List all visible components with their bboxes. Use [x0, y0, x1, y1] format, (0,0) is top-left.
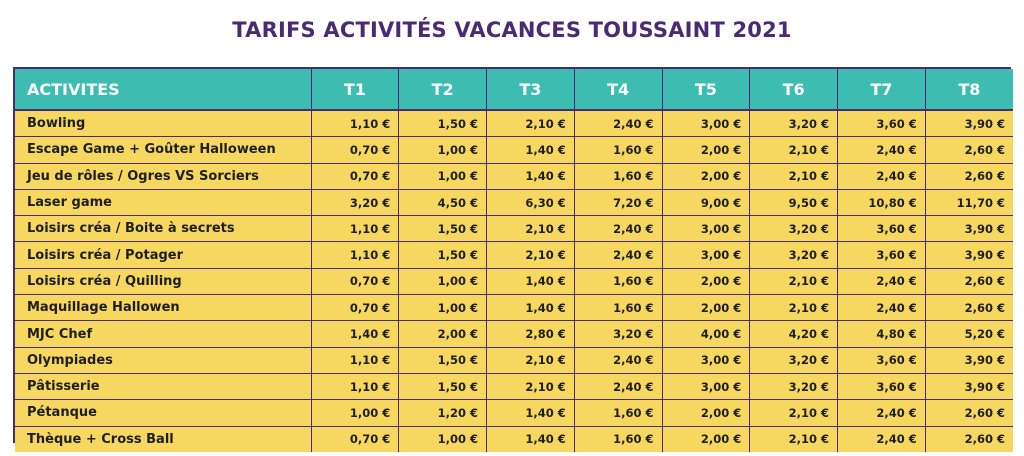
- price-cell-t1: 3,20 €: [311, 189, 399, 215]
- price-cell-t7: 3,60 €: [838, 216, 926, 242]
- price-cell-t1: 1,00 €: [311, 400, 399, 426]
- price-cell-t8: 5,20 €: [925, 321, 1013, 347]
- activity-name: Escape Game + Goûter Halloween: [15, 137, 311, 163]
- activity-name: Loisirs créa / Potager: [15, 242, 311, 268]
- price-cell-t3: 6,30 €: [487, 189, 575, 215]
- price-cell-t4: 1,60 €: [574, 295, 662, 321]
- table-row: [15, 110, 1013, 137]
- price-cell-t7: 10,80 €: [838, 189, 926, 215]
- price-cell-t6: 3,20 €: [750, 347, 838, 373]
- table-header: [15, 69, 1013, 110]
- price-cell-t3: 1,40 €: [487, 268, 575, 294]
- price-cell-t5: 2,00 €: [662, 400, 750, 426]
- activity-name: Loisirs créa / Quilling: [15, 268, 311, 294]
- price-cell-t5: 4,00 €: [662, 321, 750, 347]
- price-cell-t1: 0,70 €: [311, 268, 399, 294]
- price-cell-t2: 1,00 €: [399, 163, 487, 189]
- table-row: [15, 373, 1013, 399]
- price-cell-t5: 2,00 €: [662, 295, 750, 321]
- page-title: TARIFS ACTIVITÉS VACANCES TOUSSAINT 2021: [232, 18, 792, 42]
- price-cell-t5: 3,00 €: [662, 242, 750, 268]
- activity-name: Pétanque: [15, 400, 311, 426]
- price-cell-t3: 2,10 €: [487, 373, 575, 399]
- activity-name: MJC Chef: [15, 321, 311, 347]
- table-row: [15, 400, 1013, 426]
- price-cell-t6: 2,10 €: [750, 137, 838, 163]
- price-cell-t6: 2,10 €: [750, 426, 838, 452]
- price-cell-t8: 2,60 €: [925, 268, 1013, 294]
- header-t2: T2: [399, 69, 487, 110]
- price-cell-t6: 3,20 €: [750, 242, 838, 268]
- price-cell-t4: 1,60 €: [574, 137, 662, 163]
- price-cell-t3: 1,40 €: [487, 295, 575, 321]
- table-row: [15, 163, 1013, 189]
- price-cell-t4: 3,20 €: [574, 321, 662, 347]
- price-cell-t7: 2,40 €: [838, 426, 926, 452]
- header-t3: T3: [487, 69, 575, 110]
- price-cell-t2: 1,00 €: [399, 295, 487, 321]
- price-cell-t7: 4,80 €: [838, 321, 926, 347]
- activity-name: Maquillage Hallowen: [15, 295, 311, 321]
- price-cell-t6: 3,20 €: [750, 110, 838, 137]
- price-cell-t4: 2,40 €: [574, 373, 662, 399]
- price-cell-t2: 1,50 €: [399, 216, 487, 242]
- price-cell-t7: 2,40 €: [838, 137, 926, 163]
- price-cell-t5: 2,00 €: [662, 426, 750, 452]
- table-row: [15, 426, 1013, 452]
- price-cell-t1: 1,10 €: [311, 242, 399, 268]
- price-cell-t8: 2,60 €: [925, 163, 1013, 189]
- price-table-container: [13, 67, 1011, 447]
- activity-name: Bowling: [15, 110, 311, 137]
- price-cell-t1: 1,10 €: [311, 216, 399, 242]
- header-t5: T5: [662, 69, 750, 110]
- price-cell-t7: 3,60 €: [838, 347, 926, 373]
- price-cell-t8: 2,60 €: [925, 400, 1013, 426]
- price-cell-t2: 2,00 €: [399, 321, 487, 347]
- price-cell-t3: 1,40 €: [487, 426, 575, 452]
- header-t8: T8: [925, 69, 1013, 110]
- price-cell-t4: 2,40 €: [574, 347, 662, 373]
- price-cell-t3: 2,10 €: [487, 242, 575, 268]
- price-cell-t4: 2,40 €: [574, 216, 662, 242]
- price-cell-t5: 2,00 €: [662, 137, 750, 163]
- table-row: [15, 189, 1013, 215]
- price-cell-t3: 1,40 €: [487, 137, 575, 163]
- header-activites: ACTIVITES: [15, 69, 311, 110]
- price-cell-t8: 2,60 €: [925, 426, 1013, 452]
- price-cell-t5: 2,00 €: [662, 268, 750, 294]
- activity-name: Pâtisserie: [15, 373, 311, 399]
- price-cell-t3: 1,40 €: [487, 400, 575, 426]
- header-t4: T4: [574, 69, 662, 110]
- table-row: [15, 268, 1013, 294]
- price-cell-t8: 11,70 €: [925, 189, 1013, 215]
- price-cell-t8: 3,90 €: [925, 242, 1013, 268]
- price-cell-t3: 1,40 €: [487, 163, 575, 189]
- price-cell-t8: 3,90 €: [925, 347, 1013, 373]
- price-cell-t8: 3,90 €: [925, 216, 1013, 242]
- price-cell-t5: 3,00 €: [662, 373, 750, 399]
- price-cell-t1: 1,10 €: [311, 347, 399, 373]
- price-cell-t6: 2,10 €: [750, 295, 838, 321]
- price-cell-t6: 2,10 €: [750, 268, 838, 294]
- price-cell-t7: 3,60 €: [838, 110, 926, 137]
- price-cell-t6: 2,10 €: [750, 400, 838, 426]
- table-row: [15, 347, 1013, 373]
- price-cell-t5: 9,00 €: [662, 189, 750, 215]
- price-cell-t4: 1,60 €: [574, 400, 662, 426]
- price-cell-t7: 2,40 €: [838, 400, 926, 426]
- price-cell-t2: 1,00 €: [399, 268, 487, 294]
- price-cell-t1: 0,70 €: [311, 426, 399, 452]
- price-cell-t4: 7,20 €: [574, 189, 662, 215]
- price-cell-t1: 1,40 €: [311, 321, 399, 347]
- price-cell-t4: 1,60 €: [574, 163, 662, 189]
- table-row: [15, 242, 1013, 268]
- price-cell-t2: 1,50 €: [399, 373, 487, 399]
- price-table: [15, 69, 1013, 452]
- price-cell-t3: 2,80 €: [487, 321, 575, 347]
- price-cell-t5: 3,00 €: [662, 216, 750, 242]
- header-t6: T6: [750, 69, 838, 110]
- header-t1: T1: [311, 69, 399, 110]
- price-cell-t3: 2,10 €: [487, 216, 575, 242]
- price-cell-t2: 1,20 €: [399, 400, 487, 426]
- price-cell-t7: 2,40 €: [838, 295, 926, 321]
- price-cell-t6: 4,20 €: [750, 321, 838, 347]
- table-row: [15, 216, 1013, 242]
- price-cell-t7: 3,60 €: [838, 373, 926, 399]
- header-t7: T7: [838, 69, 926, 110]
- activity-name: Laser game: [15, 189, 311, 215]
- price-cell-t2: 1,00 €: [399, 426, 487, 452]
- price-cell-t3: 2,10 €: [487, 347, 575, 373]
- price-cell-t1: 1,10 €: [311, 110, 399, 137]
- price-cell-t8: 2,60 €: [925, 137, 1013, 163]
- price-cell-t1: 0,70 €: [311, 137, 399, 163]
- price-cell-t2: 1,50 €: [399, 347, 487, 373]
- activity-name: Thèque + Cross Ball: [15, 426, 311, 452]
- price-cell-t6: 3,20 €: [750, 216, 838, 242]
- price-cell-t2: 1,50 €: [399, 242, 487, 268]
- price-cell-t4: 1,60 €: [574, 268, 662, 294]
- activity-name: Olympiades: [15, 347, 311, 373]
- table-row: [15, 321, 1013, 347]
- price-cell-t8: 2,60 €: [925, 295, 1013, 321]
- table-row: [15, 295, 1013, 321]
- price-cell-t8: 3,90 €: [925, 110, 1013, 137]
- price-cell-t6: 3,20 €: [750, 373, 838, 399]
- table-body: [15, 110, 1013, 452]
- price-cell-t8: 3,90 €: [925, 373, 1013, 399]
- price-cell-t6: 9,50 €: [750, 189, 838, 215]
- price-cell-t7: 2,40 €: [838, 163, 926, 189]
- price-cell-t6: 2,10 €: [750, 163, 838, 189]
- header-row: [15, 69, 1013, 110]
- price-cell-t3: 2,10 €: [487, 110, 575, 137]
- price-cell-t4: 2,40 €: [574, 110, 662, 137]
- price-cell-t4: 1,60 €: [574, 426, 662, 452]
- price-cell-t2: 4,50 €: [399, 189, 487, 215]
- activity-name: Loisirs créa / Boite à secrets: [15, 216, 311, 242]
- price-cell-t2: 1,00 €: [399, 137, 487, 163]
- price-cell-t5: 2,00 €: [662, 163, 750, 189]
- table-row: [15, 137, 1013, 163]
- price-cell-t4: 2,40 €: [574, 242, 662, 268]
- activity-name: Jeu de rôles / Ogres VS Sorciers: [15, 163, 311, 189]
- price-cell-t5: 3,00 €: [662, 347, 750, 373]
- price-cell-t2: 1,50 €: [399, 110, 487, 137]
- price-cell-t1: 0,70 €: [311, 295, 399, 321]
- price-cell-t7: 3,60 €: [838, 242, 926, 268]
- price-cell-t5: 3,00 €: [662, 110, 750, 137]
- price-cell-t1: 0,70 €: [311, 163, 399, 189]
- price-cell-t1: 1,10 €: [311, 373, 399, 399]
- price-cell-t7: 2,40 €: [838, 268, 926, 294]
